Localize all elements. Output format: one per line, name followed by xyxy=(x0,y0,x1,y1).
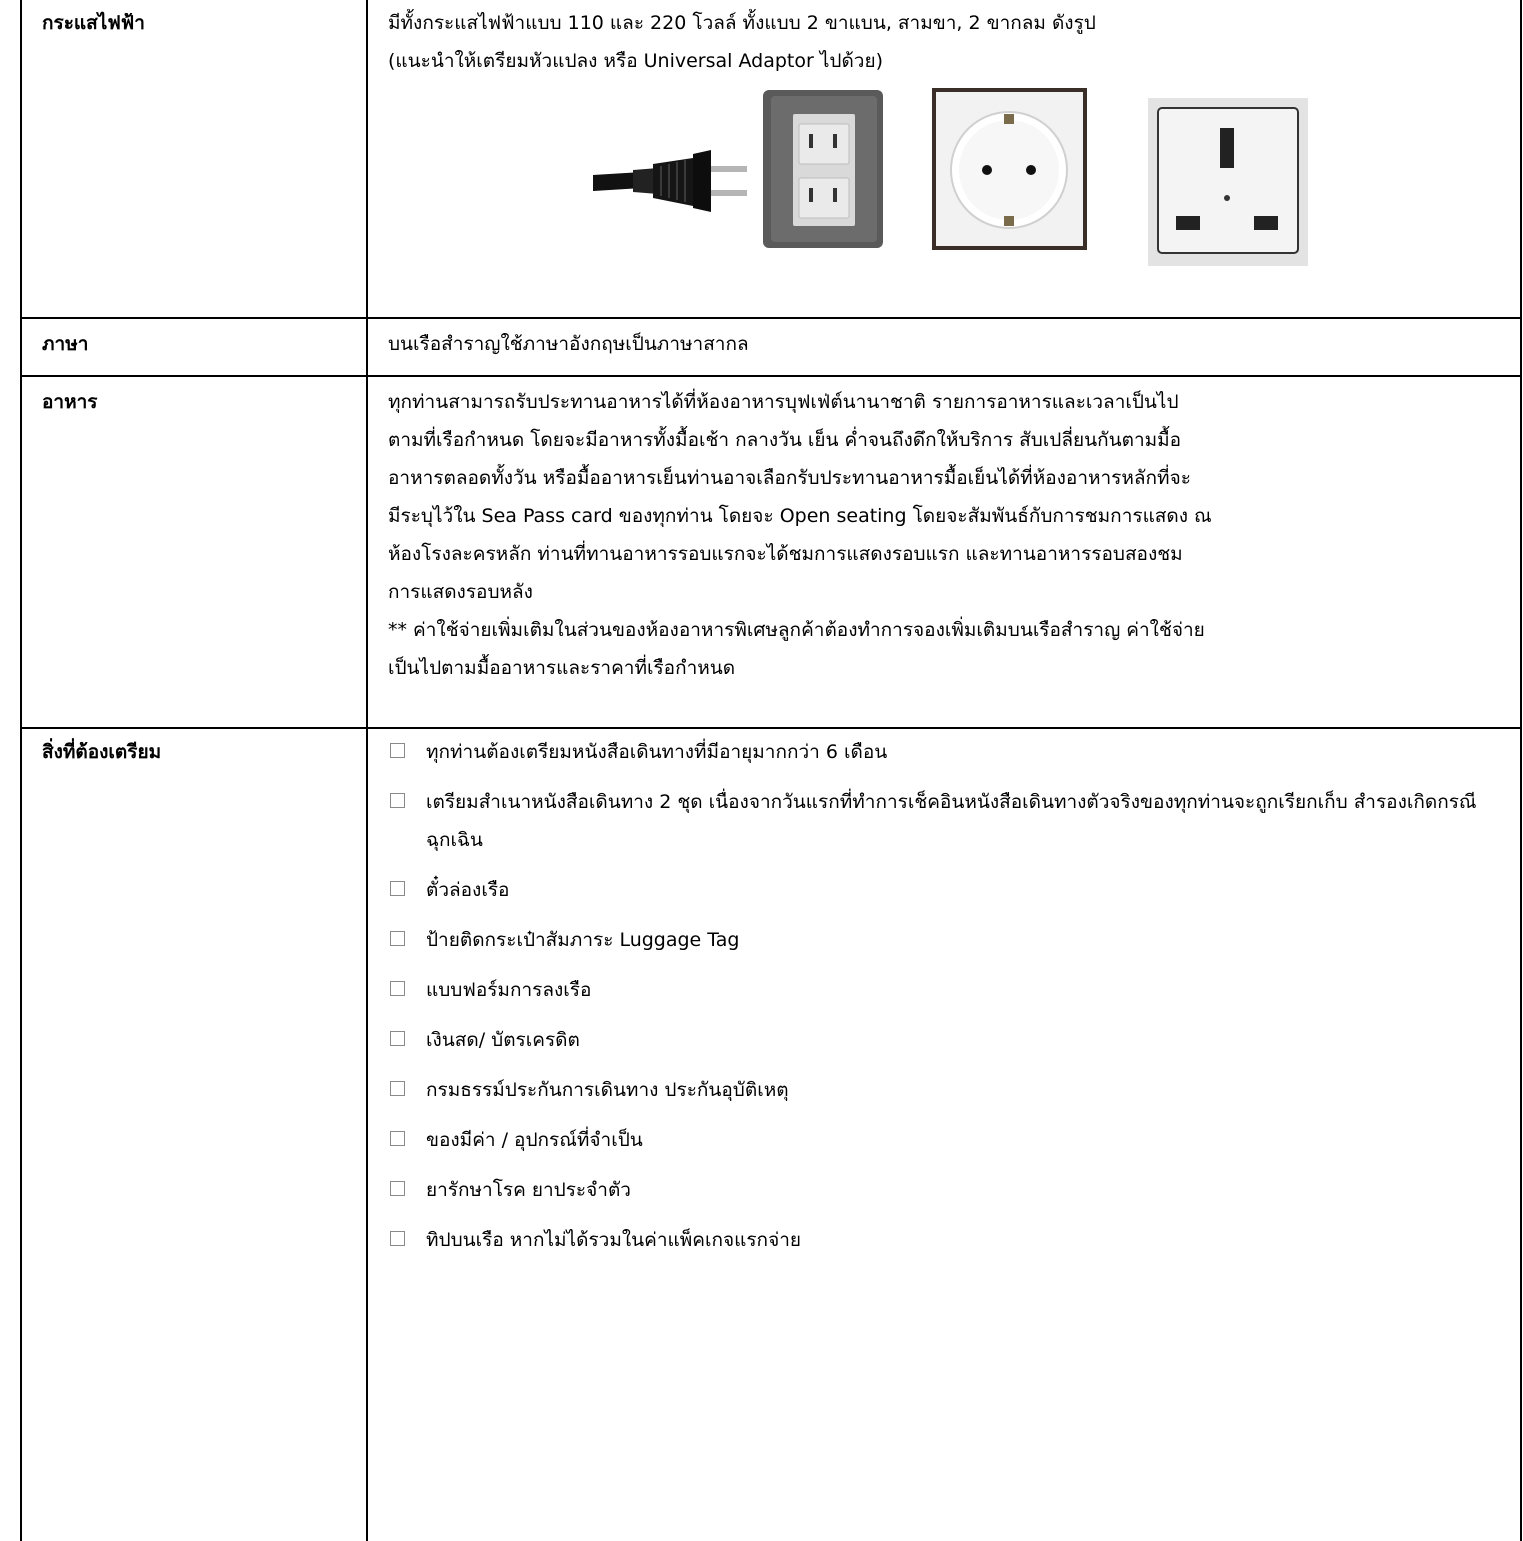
food-line: ห้องโรงละครหลัก ท่านที่ทานอาหารรอบแรกจะได้ชมการแสดงรอบแรก และทานอาหารรอบสองชม xyxy=(388,543,1183,565)
checklist-item xyxy=(388,1071,1510,1109)
content-cell xyxy=(367,0,1521,318)
checklist-item-text: ป้ายติดกระเป๋าสัมภาระ Luggage Tag xyxy=(426,929,740,951)
checklist-item-text: เตรียมสำเนาหนังสือเดินทาง 2 ชุด เนื่องจากวันแรกที่ทำการเช็คอินหนังสือเดินทางตัวจริงของทุกท่านจะถูกเรียกเก็บ สำรองเกิดกรณีฉุกเฉิน xyxy=(426,791,1477,851)
checklist-item xyxy=(388,871,1510,909)
checklist-item xyxy=(388,1021,1510,1059)
checklist-item xyxy=(388,1171,1510,1209)
label-cell xyxy=(21,318,367,376)
row-label-food: อาหาร xyxy=(42,391,98,413)
language-text: บนเรือสำราญใช้ภาษาอังกฤษเป็นภาษาสากล xyxy=(388,333,749,355)
food-line: เป็นไปตามมื้ออาหารและราคาที่เรือกำหนด xyxy=(388,657,736,679)
info-table xyxy=(20,0,1522,1541)
checklist-item-text: ทุกท่านต้องเตรียมหนังสือเดินทางที่มีอายุมากกว่า 6 เดือน xyxy=(426,741,888,763)
row-label-electricity: กระแสไฟฟ้า xyxy=(42,12,145,34)
content-cell xyxy=(367,318,1521,376)
food-line: ** ค่าใช้จ่ายเพิ่มเติมในส่วนของห้องอาหารพิเศษลูกค้าต้องทำการจองเพิ่มเติมบนเรือสำราญ ค่าใช้จ่าย xyxy=(388,619,1205,641)
checkbox-icon xyxy=(390,743,405,758)
row-label-language: ภาษา xyxy=(42,333,89,355)
checklist-item-text: ทิปบนเรือ หากไม่ได้รวมในค่าแพ็คเกจแรกจ่าย xyxy=(426,1229,801,1251)
round-two-pin-outlet-icon xyxy=(932,88,1087,250)
checklist-item-text: ยารักษาโรค ยาประจำตัว xyxy=(426,1179,631,1201)
checkbox-icon xyxy=(390,1031,405,1046)
checklist-item-text: กรมธรรม์ประกันการเดินทาง ประกันอุบัติเหตุ xyxy=(426,1079,789,1101)
checkbox-icon xyxy=(390,931,405,946)
label-cell xyxy=(21,376,367,728)
row-label-prepare: สิ่งที่ต้องเตรียม xyxy=(42,741,162,763)
electricity-line: (แนะนำให้เตรียมหัวแปลง หรือ Universal Adaptor ไปด้วย) xyxy=(388,50,884,72)
food-line: ทุกท่านสามารถรับประทานอาหารได้ที่ห้องอาหารบุฟเฟ่ต์นานาชาติ รายการอาหารและเวลาเป็นไป xyxy=(388,391,1179,413)
checklist-item xyxy=(388,971,1510,1009)
checklist-item xyxy=(388,921,1510,959)
food-line: การแสดงรอบหลัง xyxy=(388,581,533,603)
food-line: มีระบุไว้ใน Sea Pass card ของทุกท่าน โดยจะ Open seating โดยจะสัมพันธ์กับการชมการแสดง ณ xyxy=(388,505,1212,527)
food-line: ตามที่เรือกำหนด โดยจะมีอาหารทั้งมื้อเช้า กลางวัน เย็น ค่ำจนถึงดึกให้บริการ สับเปลี่ยนกันตามมื้อ xyxy=(388,429,1182,451)
row-electricity xyxy=(21,0,1521,318)
row-prepare xyxy=(21,728,1521,1541)
checkbox-icon xyxy=(390,981,405,996)
checklist-item-text: เงินสด/ บัตรเครดิต xyxy=(426,1029,580,1051)
checklist-item-text: แบบฟอร์มการลงเรือ xyxy=(426,979,592,1001)
checkbox-icon xyxy=(390,1181,405,1196)
food-line: อาหารตลอดทั้งวัน หรือมื้ออาหารเย็นท่านอาจเลือกรับประทานอาหารมื้อเย็นได้ที่ห้องอาหารหลักที่จะ xyxy=(388,467,1191,489)
three-pin-outlet-icon xyxy=(1148,98,1308,266)
checklist-item xyxy=(388,783,1510,859)
electricity-line: มีทั้งกระแสไฟฟ้าแบบ 110 และ 220 โวลล์ ทั้งแบบ 2 ขาแบน, สามขา, 2 ขากลม ดังรูป xyxy=(388,12,1096,34)
checkbox-icon xyxy=(390,1081,405,1096)
checklist-item xyxy=(388,1221,1510,1259)
row-language xyxy=(21,318,1521,376)
flat-two-prong-plug-icon xyxy=(593,88,883,248)
checklist xyxy=(368,729,1520,1259)
checkbox-icon xyxy=(390,881,405,896)
checkbox-icon xyxy=(390,793,405,808)
row-food xyxy=(21,376,1521,728)
checkbox-icon xyxy=(390,1231,405,1246)
checkbox-icon xyxy=(390,1131,405,1146)
content-cell xyxy=(367,376,1521,728)
label-cell xyxy=(21,728,367,1541)
plug-images xyxy=(368,88,1520,258)
content-cell xyxy=(367,728,1521,1541)
checklist-item-text: ของมีค่า / อุปกรณ์ที่จำเป็น xyxy=(426,1129,643,1151)
checklist-item-text: ตั๋วล่องเรือ xyxy=(426,879,510,901)
label-cell xyxy=(21,0,367,318)
checklist-item xyxy=(388,733,1510,771)
checklist-item xyxy=(388,1121,1510,1159)
